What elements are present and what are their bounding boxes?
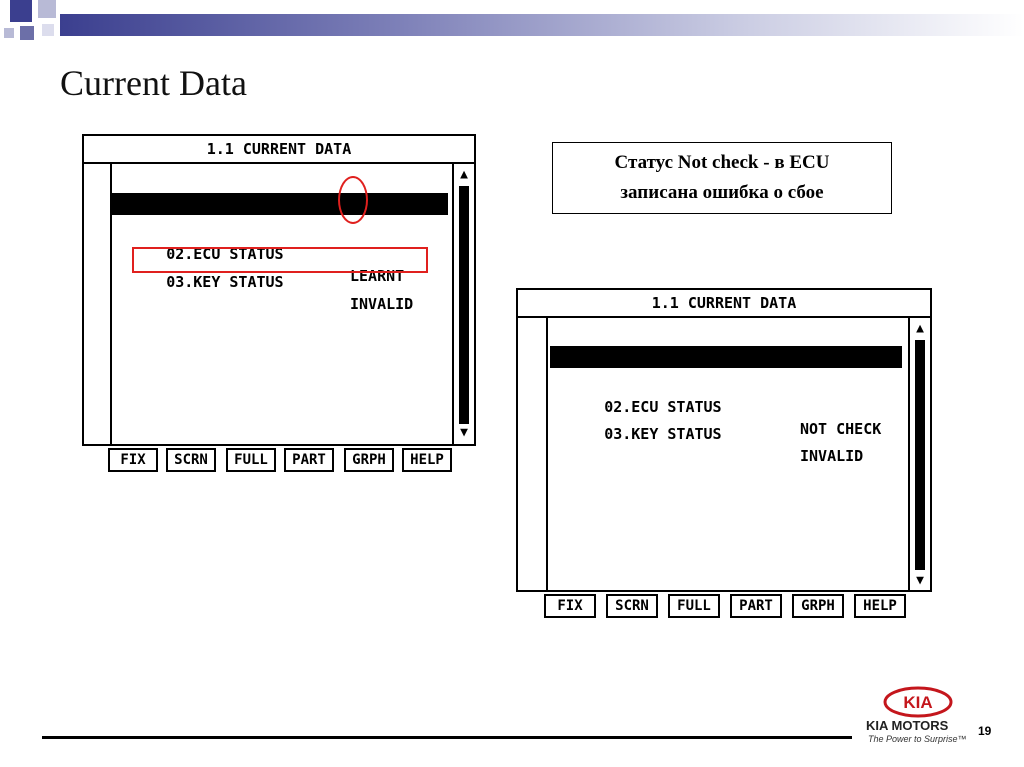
fkey-help[interactable]: HELP	[854, 594, 906, 618]
fkey-full[interactable]: FULL	[668, 594, 720, 618]
kia-logo-text: KIA	[903, 693, 933, 712]
slide-title: Current Data	[60, 63, 247, 103]
highlight-rectangle	[132, 247, 428, 273]
screen-header: 1.1 CURRENT DATA	[518, 290, 930, 318]
row-value: LEARNT	[350, 267, 405, 285]
footer-divider	[42, 736, 852, 739]
fkey-fix[interactable]: FIX	[108, 448, 158, 472]
callout-line: записана ошибка о сбое	[620, 182, 824, 203]
decor-square	[20, 26, 34, 40]
scroll-thumb[interactable]	[915, 340, 925, 570]
row-label: 03.KEY STATUS	[604, 425, 722, 443]
callout-line: Статус Not check - в ECU	[614, 152, 830, 173]
scroll-down-icon[interactable]: ▼	[460, 425, 468, 440]
scroll-thumb[interactable]	[459, 186, 469, 424]
fkey-fix[interactable]: FIX	[544, 594, 596, 618]
decor-square	[38, 0, 56, 18]
brand-name: KIA MOTORS	[866, 718, 949, 733]
top-gradient-band	[60, 14, 1024, 36]
scan-screen-left	[82, 134, 476, 474]
callout-box	[552, 142, 892, 214]
fkey-part[interactable]: PART	[730, 594, 782, 618]
fkey-scrn[interactable]: SCRN	[606, 594, 658, 618]
row-label: 02.ECU STATUS	[166, 245, 284, 263]
row-value: 1	[800, 392, 810, 410]
page-number: 19	[978, 724, 992, 738]
screen-gutter	[518, 316, 548, 592]
fkey-scrn[interactable]: SCRN	[166, 448, 216, 472]
row-value: INVALID	[800, 447, 864, 465]
row-value: 1	[350, 239, 360, 257]
top-decor-bar	[0, 0, 1024, 48]
scrollbar[interactable]	[452, 162, 474, 446]
fkey-help[interactable]: HELP	[402, 448, 452, 472]
decor-square	[10, 0, 32, 22]
row-label: 03.KEY STATUS	[166, 273, 284, 291]
row-value: INVALID	[350, 295, 414, 313]
screen-frame	[82, 134, 476, 446]
decor-square	[4, 28, 14, 38]
row-label: 02.ECU STATUS	[604, 398, 722, 416]
screen-header: 1.1 CURRENT DATA	[84, 136, 474, 164]
decor-square	[42, 24, 54, 36]
fkey-full[interactable]: FULL	[226, 448, 276, 472]
row-value: NOT CHECK	[800, 420, 882, 438]
row-label: 01.NO. OF LEARNT KEY	[166, 217, 347, 235]
screen-gutter	[84, 162, 112, 446]
highlight-ellipse	[338, 176, 368, 224]
fkey-grph[interactable]: GRPH	[792, 594, 844, 618]
scroll-up-icon[interactable]: ▲	[916, 321, 924, 336]
brand-slogan: The Power to Surprise™	[868, 734, 967, 744]
scan-screen-right	[516, 288, 932, 620]
screen-frame	[516, 288, 932, 592]
scroll-down-icon[interactable]: ▼	[916, 573, 924, 588]
kia-logo-icon	[883, 686, 953, 718]
scroll-up-icon[interactable]: ▲	[460, 167, 468, 182]
fkey-grph[interactable]: GRPH	[344, 448, 394, 472]
fkey-part[interactable]: PART	[284, 448, 334, 472]
scrollbar[interactable]	[908, 316, 930, 592]
row-label: 01.NO. OF LEARNT KEY	[604, 370, 785, 388]
